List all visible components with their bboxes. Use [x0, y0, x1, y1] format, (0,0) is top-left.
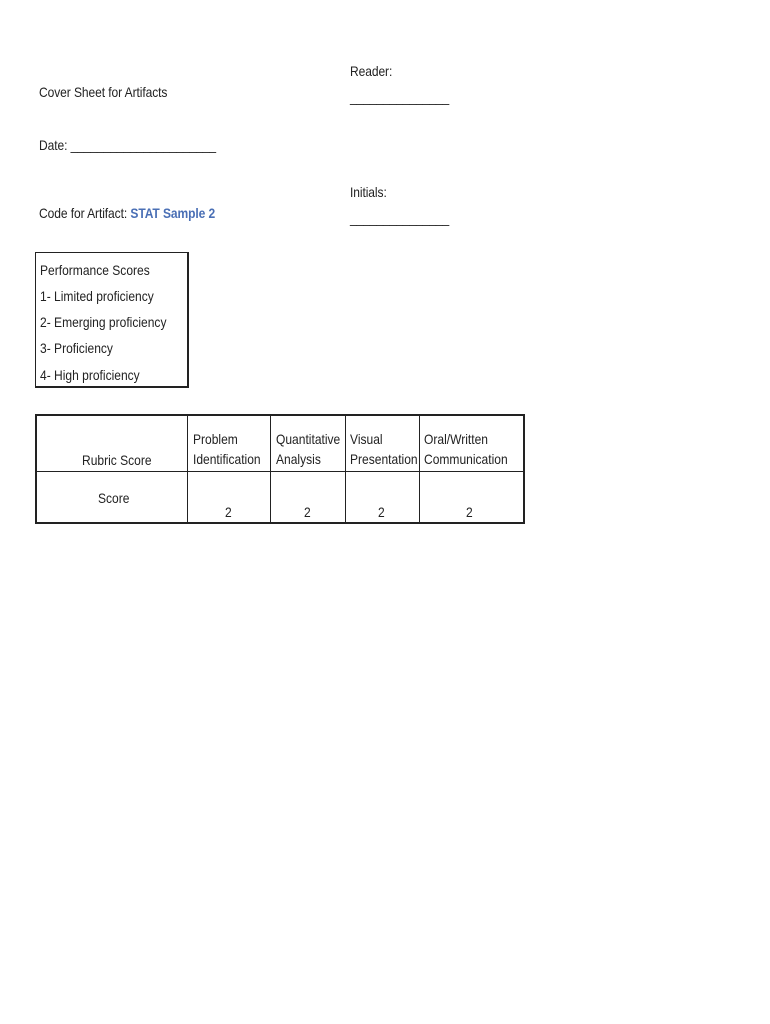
column-header-line2: Identification	[193, 451, 261, 467]
performance-scores-box	[35, 252, 189, 388]
column-header-visual-presentation	[346, 415, 420, 472]
rubric-header-row	[36, 415, 524, 472]
column-header-line2: Presentation	[350, 451, 418, 467]
column-header-line1: Visual	[350, 431, 383, 447]
score-level-3: 3- Proficiency	[40, 340, 113, 356]
initials-signature-line: _______________	[350, 210, 450, 226]
score-cell-oral-written-communication	[420, 472, 525, 524]
artifact-code-row	[39, 205, 215, 221]
rubric-score-row	[36, 472, 524, 524]
score-row-label: Score	[98, 490, 130, 506]
column-header-problem-identification	[188, 415, 271, 472]
column-header-oral-written-communication	[420, 415, 525, 472]
score-level-4: 4- High proficiency	[40, 367, 140, 383]
score-level-2: 2- Emerging proficiency	[40, 314, 167, 330]
score-value: 2	[304, 504, 311, 520]
score-value: 2	[378, 504, 385, 520]
score-cell-quantitative-analysis	[271, 472, 346, 524]
rubric-score-table	[35, 414, 525, 524]
column-header-line1: Oral/Written	[424, 431, 489, 447]
column-header-line2: Communication	[424, 451, 508, 467]
reader-label: Reader:	[350, 63, 393, 79]
score-cell-visual-presentation	[346, 472, 420, 524]
score-level-1: 1- Limited proficiency	[40, 288, 154, 304]
performance-scores-title: Performance Scores	[40, 262, 150, 278]
document-title: Cover Sheet for Artifacts	[39, 84, 168, 100]
rubric-header-label-cell	[36, 415, 188, 472]
rubric-score-label: Rubric Score	[82, 452, 152, 468]
score-value: 2	[225, 504, 232, 520]
date-field: Date: ______________________	[39, 137, 217, 153]
column-header-line1: Problem	[193, 431, 238, 447]
score-value: 2	[466, 504, 473, 520]
initials-label: Initials:	[350, 184, 387, 200]
artifact-code-value: STAT Sample 2	[130, 205, 216, 221]
score-cell-problem-identification	[188, 472, 271, 524]
column-header-line1: Quantitative	[276, 431, 341, 447]
reader-signature-line: _______________	[350, 89, 450, 105]
artifact-code-label: Code for Artifact:	[39, 205, 128, 221]
column-header-line2: Analysis	[276, 451, 321, 467]
score-row-label-cell	[36, 472, 188, 524]
column-header-quantitative-analysis	[271, 415, 346, 472]
